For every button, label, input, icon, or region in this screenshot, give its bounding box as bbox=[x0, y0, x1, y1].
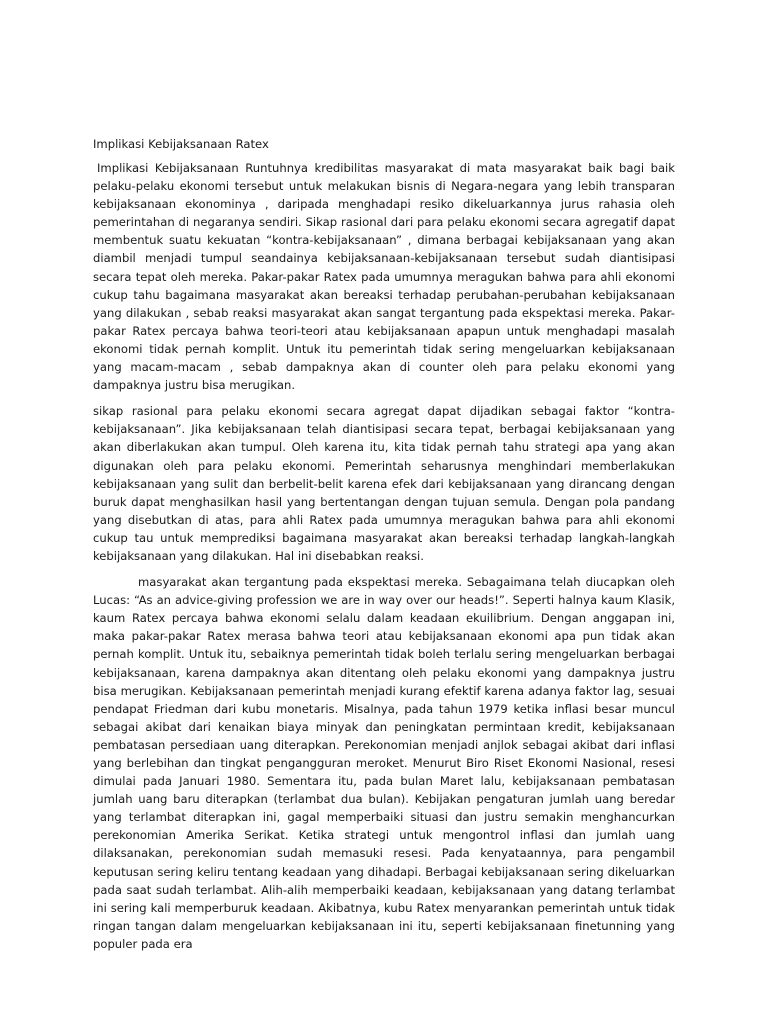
document-body bbox=[93, 135, 675, 961]
document-title: Implikasi Kebijaksanaan Ratex bbox=[93, 137, 269, 151]
paragraph: masyarakat akan tergantung pada ekspektasi mereka. Sebagaimana telah diucapkan oleh Lucas: “As an advice-giving profession we are in way over our heads!”. Seperti halnya kaum Klasik, kaum Ratex percaya bahwa ekonomi selalu dalam keadaan ekuilibrium. Dengan anggapan ini, maka pakar-pakar Ratex merasa bahwa teori atau kebijaksanaan ekonomi apa pun tidak akan pernah komplit. Untuk itu, sebaiknya pemerintah tidak boleh terlalu sering mengeluarkan berbagai kebijaksanaan, karena dampaknya akan ditentang oleh pelaku ekonomi yang dampaknya justru bisa merugikan. Kebijaksanaan pemerintah menjadi kurang efektif karena adanya faktor lag, sesuai pendapat Friedman dari kubu monetaris. Misalnya, pada tahun 1979 ketika inflasi besar muncul sebagai akibat dari kenaikan biaya minyak dan peningkatan permintaan kredit, kebijaksanaan pembatasan persediaan uang diterapkan. Perekonomian menjadi anjlok sebagai akibat dari inflasi yang berlebihan dan tingkat pengangguran meroket. Menurut Biro Riset Ekonomi Nasional, resesi dimulai pada Januari 1980. Sementara itu, pada bulan Maret lalu, kebijaksanaan pembatasan jumlah uang baru diterapkan (terlambat dua bulan). Kebijakan pengaturan jumlah uang beredar yang terlambat diterapkan ini, gagal memperbaiki situasi dan justru semakin menghancurkan perekonomian Amerika Serikat. Ketika strategi untuk mengontrol inflasi dan jumlah uang dilaksanakan, perekonomian sudah memasuki resesi. Pada kenyataannya, para pengambil keputusan sering keliru tentang keadaan yang dihadapi. Berbagai kebijaksanaan sering dikeluarkan pada saat sudah terlambat. Alih-alih memperbaiki keadaan, kebijaksanaan yang datang terlambat ini sering kali memperburuk keadaan. Akibatnya, kubu Ratex menyarankan pemerintah untuk tidak ringan tangan dalam mengeluarkan kebijaksanaan ini itu, seperti kebijaksanaan finetunning yang populer pada era bbox=[93, 575, 675, 951]
paragraph: sikap rasional para pelaku ekonomi secara agregat dapat dijadikan sebagai faktor “kontra-kebijaksanaan”. Jika kebijaksanaan telah diantisipasi secara tepat, berbagai kebijaksanaan yang akan diberlakukan akan tumpul. Oleh karena itu, kita tidak pernah tahu strategi apa yang akan digunakan oleh para pelaku ekonomi. Pemerintah seharusnya menghindari memberlakukan kebijaksanaan yang sulit dan berbelit-belit karena efek dari kebijaksanaan yang dirancang dengan buruk dapat menghasilkan hasil yang bertentangan dengan tujuan semula. Dengan pola pandang yang disebutkan di atas, para ahli Ratex pada umumnya meragukan bahwa para ahli ekonomi cukup tau untuk memprediksi bagaimana masyarakat akan bereaksi terhadap langkah-langkah kebijaksanaan yang dilakukan. Hal ini disebabkan reaksi. bbox=[93, 404, 675, 563]
paragraph: Implikasi Kebijaksanaan Runtuhnya kredibilitas masyarakat di mata masyarakat baik bagi baik pelaku-pelaku ekonomi tersebut untuk melakukan bisnis di Negara-negara yang lebih transparan kebijaksanaan ekonominya , daripada menghadapi resiko dikeluarkannya jurus rahasia oleh pemerintahan di negaranya sendiri. Sikap rasional dari para pelaku ekonomi secara agregatif dapat membentuk suatu kekuatan “kontra-kebijaksanaan” , dimana berbagai kebijaksanaan yang akan diambil menjadi tumpul seandainya kebijaksanaan-kebijaksanaan tersebut sudah diantisipasi secara tepat oleh mereka. Pakar-pakar Ratex pada umumnya meragukan bahwa para ahli ekonomi cukup tahu bagaimana masyarakat akan bereaksi terhadap perubahan-perubahan kebijaksanaan yang dilakukan , sebab reaksi masyarakat akan sangat tergantung pada ekspektasi mereka. Pakar-pakar Ratex percaya bahwa teori-teori atau kebijaksanaan apapun untuk menghadapi masalah ekonomi tidak pernah komplit. Untuk itu pemerintah tidak sering mengeluarkan kebijaksanaan yang macam-macam , sebab dampaknya akan di counter oleh para pelaku ekonomi yang dampaknya justru bisa merugikan. bbox=[93, 161, 675, 393]
